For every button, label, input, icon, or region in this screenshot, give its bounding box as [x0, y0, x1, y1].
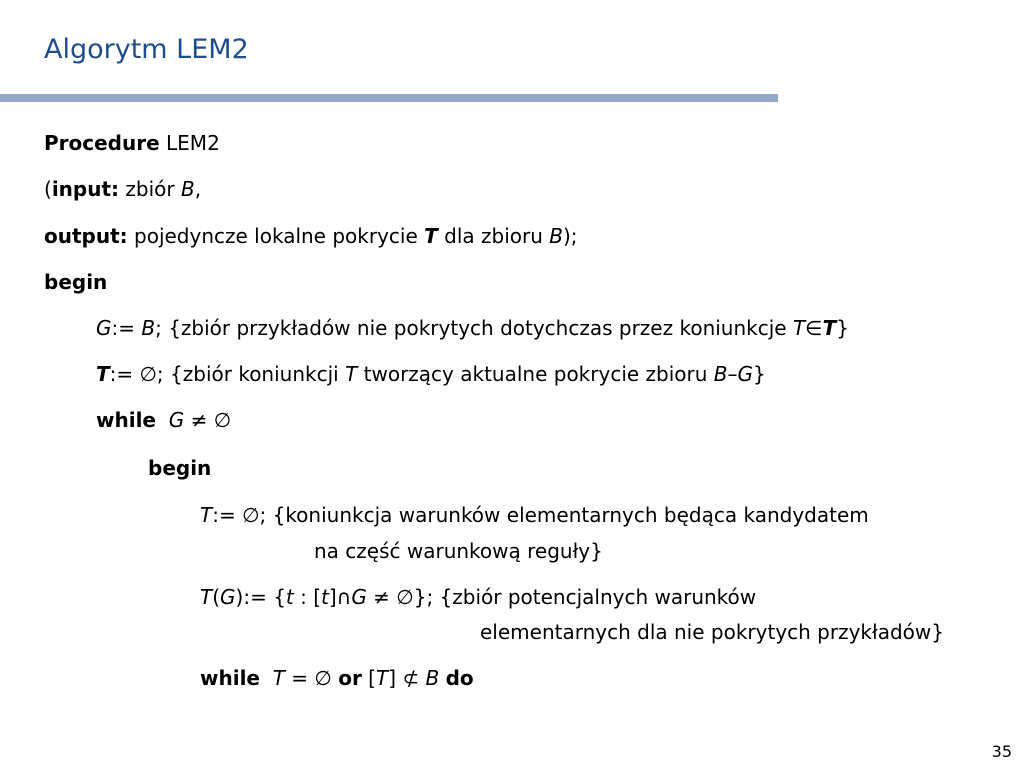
line-T-init [200, 503, 869, 527]
paren: ( [212, 585, 221, 609]
not-subset: ] ⊄ [388, 666, 426, 690]
line-while-outer [96, 408, 231, 432]
var-T: T [200, 503, 213, 527]
var-B: B [180, 177, 195, 201]
assign-op: ):= { [235, 585, 286, 609]
title-underline [0, 94, 778, 102]
line-T-init-cont: na część warunkową reguły} [314, 539, 603, 563]
var-G: G [96, 316, 112, 340]
var-T: T [375, 666, 389, 690]
var-T: T [272, 666, 285, 690]
var-B-minus-G: B–G [713, 362, 753, 386]
equals-empty: = ∅ [284, 666, 339, 690]
var-T-bold: T [822, 316, 837, 340]
var-B: B [425, 666, 440, 690]
output-text: pojedyncze lokalne pokrycie [127, 224, 425, 248]
keyword-while: while [200, 666, 260, 690]
input-text: zbiór [119, 177, 181, 201]
output-text-2: dla zbioru [437, 224, 550, 248]
brace-close: } [836, 316, 849, 340]
keyword-or: or [338, 666, 362, 690]
var-t: t [285, 585, 294, 609]
intersection-op: ]∩ [328, 585, 352, 609]
line-procedure [44, 131, 220, 155]
line-G-assign [96, 316, 849, 340]
bracket-open: [ [361, 666, 376, 690]
line-input [44, 177, 201, 201]
element-of-symbol: ∈ [805, 316, 823, 340]
comment-text: ; {zbiór przykładów nie pokrytych dotychczas przez koniunkcje [155, 316, 793, 340]
var-T: T [200, 585, 213, 609]
slide-title: Algorytm LEM2 [44, 34, 249, 65]
var-B: B [141, 316, 156, 340]
line-begin-inner [148, 456, 211, 480]
procedure-name: LEM2 [159, 131, 220, 155]
var-G: G [351, 585, 367, 609]
line-output [44, 224, 578, 248]
keyword-begin: begin [44, 270, 108, 294]
line-T-assign [96, 362, 766, 386]
keyword-output: output: [44, 224, 128, 248]
brace-close: } [753, 362, 766, 386]
keyword-do: do [445, 666, 474, 690]
line-begin [44, 270, 107, 294]
line-while-inner [200, 666, 474, 690]
page-number: 35 [991, 742, 1012, 761]
line-TG-assign [200, 585, 756, 609]
condition-text: ≠ ∅ [184, 408, 232, 432]
keyword-procedure: Procedure [44, 131, 160, 155]
keyword-input: input: [51, 177, 120, 201]
var-T-bold: T [424, 224, 438, 248]
var-T: T [792, 316, 806, 340]
set-sep: : [ [293, 585, 322, 609]
line-TG-assign-cont: elementarnych dla nie pokrytych przykładów} [480, 620, 944, 644]
assign-op: := [111, 316, 142, 340]
comment-text: ≠ ∅}; {zbiór potencjalnych warunków [366, 585, 757, 609]
comment-text: tworzący aktualne pokrycie zbioru [357, 362, 714, 386]
var-B: B [549, 224, 563, 248]
assign-comment: := ∅; {zbiór koniunkcji [109, 362, 346, 386]
var-G: G [168, 408, 185, 432]
var-G: G [220, 585, 236, 609]
var-T: T [345, 362, 358, 386]
paren-open: ( [44, 177, 52, 201]
var-t: t [321, 585, 329, 609]
var-T-bold: T [96, 362, 110, 386]
comma: , [194, 177, 202, 201]
comment-text: := ∅; {koniunkcja warunków elementarnych będąca kandydatem [212, 503, 869, 527]
keyword-while: while [96, 408, 156, 432]
paren-close: ); [563, 224, 578, 248]
keyword-begin: begin [148, 456, 212, 480]
